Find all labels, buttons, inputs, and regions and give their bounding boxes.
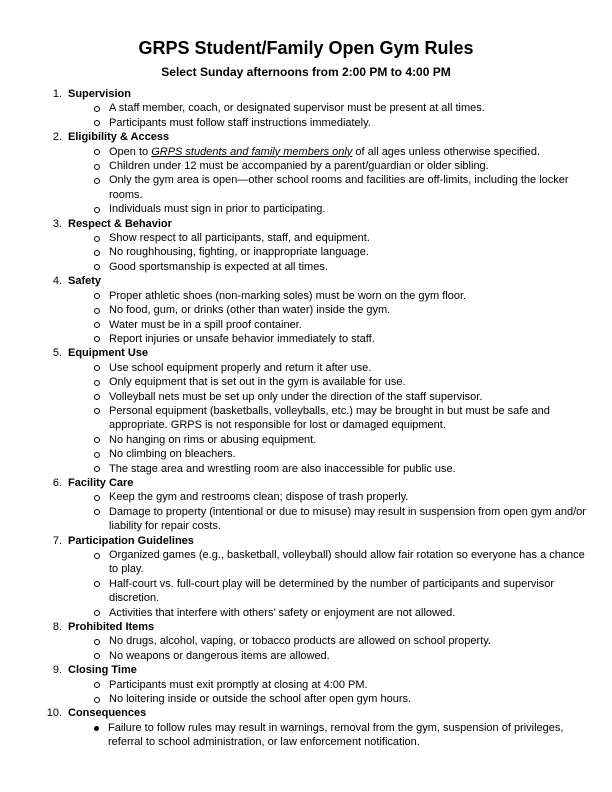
circle-bullet-icon (94, 408, 100, 414)
rule-heading: Respect & Behavior (68, 217, 172, 230)
rule-item (0, 231, 612, 245)
rule-heading: Participation Guidelines (68, 534, 194, 547)
rule-item-text: Show respect to all participants, staff, and equipment. (109, 232, 370, 245)
rule-item (0, 361, 612, 375)
rule-item (0, 505, 612, 534)
rule-number: 6. (52, 476, 62, 489)
circle-bullet-icon (94, 250, 100, 256)
rule-item-text: The stage area and wrestling room are also inaccessible for public use. (109, 462, 456, 475)
rule-section (0, 87, 612, 101)
circle-bullet-icon (94, 610, 100, 616)
rule-heading: Eligibility & Access (68, 131, 170, 144)
rule-heading: Closing Time (68, 664, 137, 677)
rule-number: 10. (46, 707, 62, 720)
rule-item (0, 433, 612, 447)
circle-bullet-icon (94, 106, 100, 112)
rule-section (0, 534, 612, 548)
rule-item (0, 332, 612, 346)
rule-item-text: Individuals must sign in prior to participating. (109, 203, 326, 216)
rule-item (0, 116, 612, 130)
rule-item (0, 678, 612, 692)
rule-item (0, 289, 612, 303)
rule-item-text (109, 145, 587, 159)
rule-number: 4. (52, 275, 62, 288)
rule-item (0, 375, 612, 389)
rule-item-text: No food, gum, or drinks (other than water) inside the gym. (109, 304, 391, 317)
rule-item (0, 202, 612, 216)
rule-section (0, 663, 612, 677)
rule-item (0, 318, 612, 332)
circle-bullet-icon (94, 293, 100, 299)
document-subtitle: Select Sunday afternoons from 2:00 PM to 4:00 PM (161, 65, 451, 79)
circle-bullet-icon (94, 639, 100, 645)
rule-number: 3. (52, 217, 62, 230)
rule-item-text: Good sportsmanship is expected at all times. (109, 260, 328, 273)
rule-item (0, 447, 612, 461)
rule-item-text: Only equipment that is set out in the gym is available for use. (109, 376, 406, 389)
rule-item (0, 245, 612, 259)
rule-item-text: Children under 12 must be accompanied by a parent/guardian or older sibling. (109, 160, 489, 173)
rule-item-text: Only the gym area is open—other school rooms and facilities are off-limits, including the locker rooms. (109, 174, 569, 201)
rule-item-text: No roughhousing, fighting, or inappropriate language. (109, 246, 369, 259)
rule-item-text: Participants must follow staff instructions immediately. (109, 116, 371, 129)
rule-item-text: Proper athletic shoes (non-marking soles) must be worn on the gym floor. (109, 289, 467, 302)
rule-section (0, 274, 612, 288)
circle-bullet-icon (94, 509, 100, 515)
rule-number: 7. (52, 534, 62, 547)
rule-item (0, 390, 612, 404)
rule-item-text: Participants must exit promptly at closing at 4:00 PM. (109, 678, 368, 691)
rule-item-text: A staff member, coach, or designated supervisor must be present at all times. (109, 102, 485, 115)
rule-heading: Safety (68, 275, 102, 288)
rule-item (0, 101, 612, 115)
rule-section (0, 130, 612, 144)
rule-item (0, 606, 612, 620)
rule-item (0, 303, 612, 317)
circle-bullet-icon (94, 682, 100, 688)
circle-bullet-icon (94, 365, 100, 371)
circle-bullet-icon (94, 581, 100, 587)
circle-bullet-icon (94, 336, 100, 342)
rule-item-text: Personal equipment (basketballs, volleyballs, etc.) may be brought in but must be safe and appropriate. GRPS is not responsible for lost or damaged equipment. (109, 404, 550, 432)
rule-item (0, 634, 612, 648)
circle-bullet-icon (94, 308, 100, 314)
circle-bullet-icon (94, 164, 100, 170)
rule-item-text: Water must be in a spill proof container. (109, 318, 302, 331)
rule-item-text: Damage to property (intentional or due to misuse) may result in suspension from open gym and/or liability for repair costs. (109, 505, 586, 533)
circle-bullet-icon (94, 322, 100, 328)
rule-item (0, 260, 612, 274)
circle-bullet-icon (94, 452, 100, 458)
rule-heading: Facility Care (68, 476, 134, 489)
rule-item (0, 462, 612, 476)
circle-bullet-icon (94, 380, 100, 386)
rule-item-text: No climbing on bleachers. (109, 448, 236, 461)
rule-number: 9. (52, 664, 62, 677)
rule-section (0, 476, 612, 490)
rule-item (0, 145, 612, 159)
rule-heading: Consequences (68, 707, 147, 720)
rule-item-text: No loitering inside or outside the school after open gym hours. (109, 693, 412, 706)
rule-number: 8. (52, 621, 62, 634)
circle-bullet-icon (94, 553, 100, 559)
circle-bullet-icon (94, 178, 100, 184)
rule-item (0, 173, 612, 202)
rule-item-text: Activities that interfere with others’ safety or enjoyment are not allowed. (109, 606, 456, 619)
rule-item-text: No drugs, alcohol, vaping, or tobacco products are allowed on school property. (109, 635, 491, 648)
rule-item (0, 649, 612, 663)
rule-item (0, 404, 612, 433)
rule-item (0, 159, 612, 173)
circle-bullet-icon (94, 495, 100, 501)
rule-number: 2. (52, 131, 62, 144)
rule-item-text: Report injuries or unsafe behavior immediately to staff. (109, 332, 375, 345)
rule-section (0, 346, 612, 360)
rule-item-text: Use school equipment properly and return it after use. (109, 361, 372, 374)
circle-bullet-icon (94, 120, 100, 126)
rule-section (0, 620, 612, 634)
disc-bullet-icon (94, 726, 99, 731)
rule-item (0, 692, 612, 706)
rule-item-text: Half-court vs. full-court play will be determined by the number of participants and supervisor discretion. (109, 577, 555, 605)
rule-item-text: No weapons or dangerous items are allowed. (109, 649, 330, 662)
rule-heading: Prohibited Items (68, 621, 155, 634)
rule-item (0, 490, 612, 504)
rule-section (0, 706, 612, 720)
rule-item (0, 577, 612, 606)
rule-item-text: Organized games (e.g., basketball, volleyball) should allow fair rotation so everyone has a chance to play. (109, 549, 585, 576)
rule-item (0, 548, 612, 577)
rule-section (0, 217, 612, 231)
circle-bullet-icon (94, 653, 100, 659)
rules-list (0, 87, 612, 750)
rule-item-text-emphasis: GRPS students and family members only (151, 145, 353, 158)
circle-bullet-icon (94, 697, 100, 703)
circle-bullet-icon (94, 264, 100, 270)
rule-item (0, 721, 612, 750)
rule-item-text: Keep the gym and restrooms clean; dispose of trash properly. (109, 491, 409, 504)
rule-item-text: Failure to follow rules may result in warnings, removal from the gym, suspension of privileges, referral to school administration, or law enforcement notification. (108, 721, 564, 749)
rule-number: 1. (52, 88, 62, 100)
rule-item-text: Volleyball nets must be set up only under the direction of the staff supervisor. (109, 390, 483, 403)
circle-bullet-icon (94, 466, 100, 472)
circle-bullet-icon (94, 394, 100, 400)
circle-bullet-icon (94, 236, 100, 242)
rule-heading: Equipment Use (68, 347, 149, 360)
circle-bullet-icon (94, 437, 100, 443)
rule-item-text-segment: Open to (109, 145, 152, 158)
document-title: GRPS Student/Family Open Gym Rules (138, 38, 474, 58)
circle-bullet-icon (94, 207, 100, 213)
circle-bullet-icon (94, 149, 100, 155)
rule-number: 5. (52, 347, 62, 360)
rule-heading: Supervision (68, 88, 131, 100)
rule-item-text: No hanging on rims or abusing equipment. (109, 433, 317, 446)
rule-item-text-segment: of all ages unless otherwise specified. (352, 145, 541, 158)
